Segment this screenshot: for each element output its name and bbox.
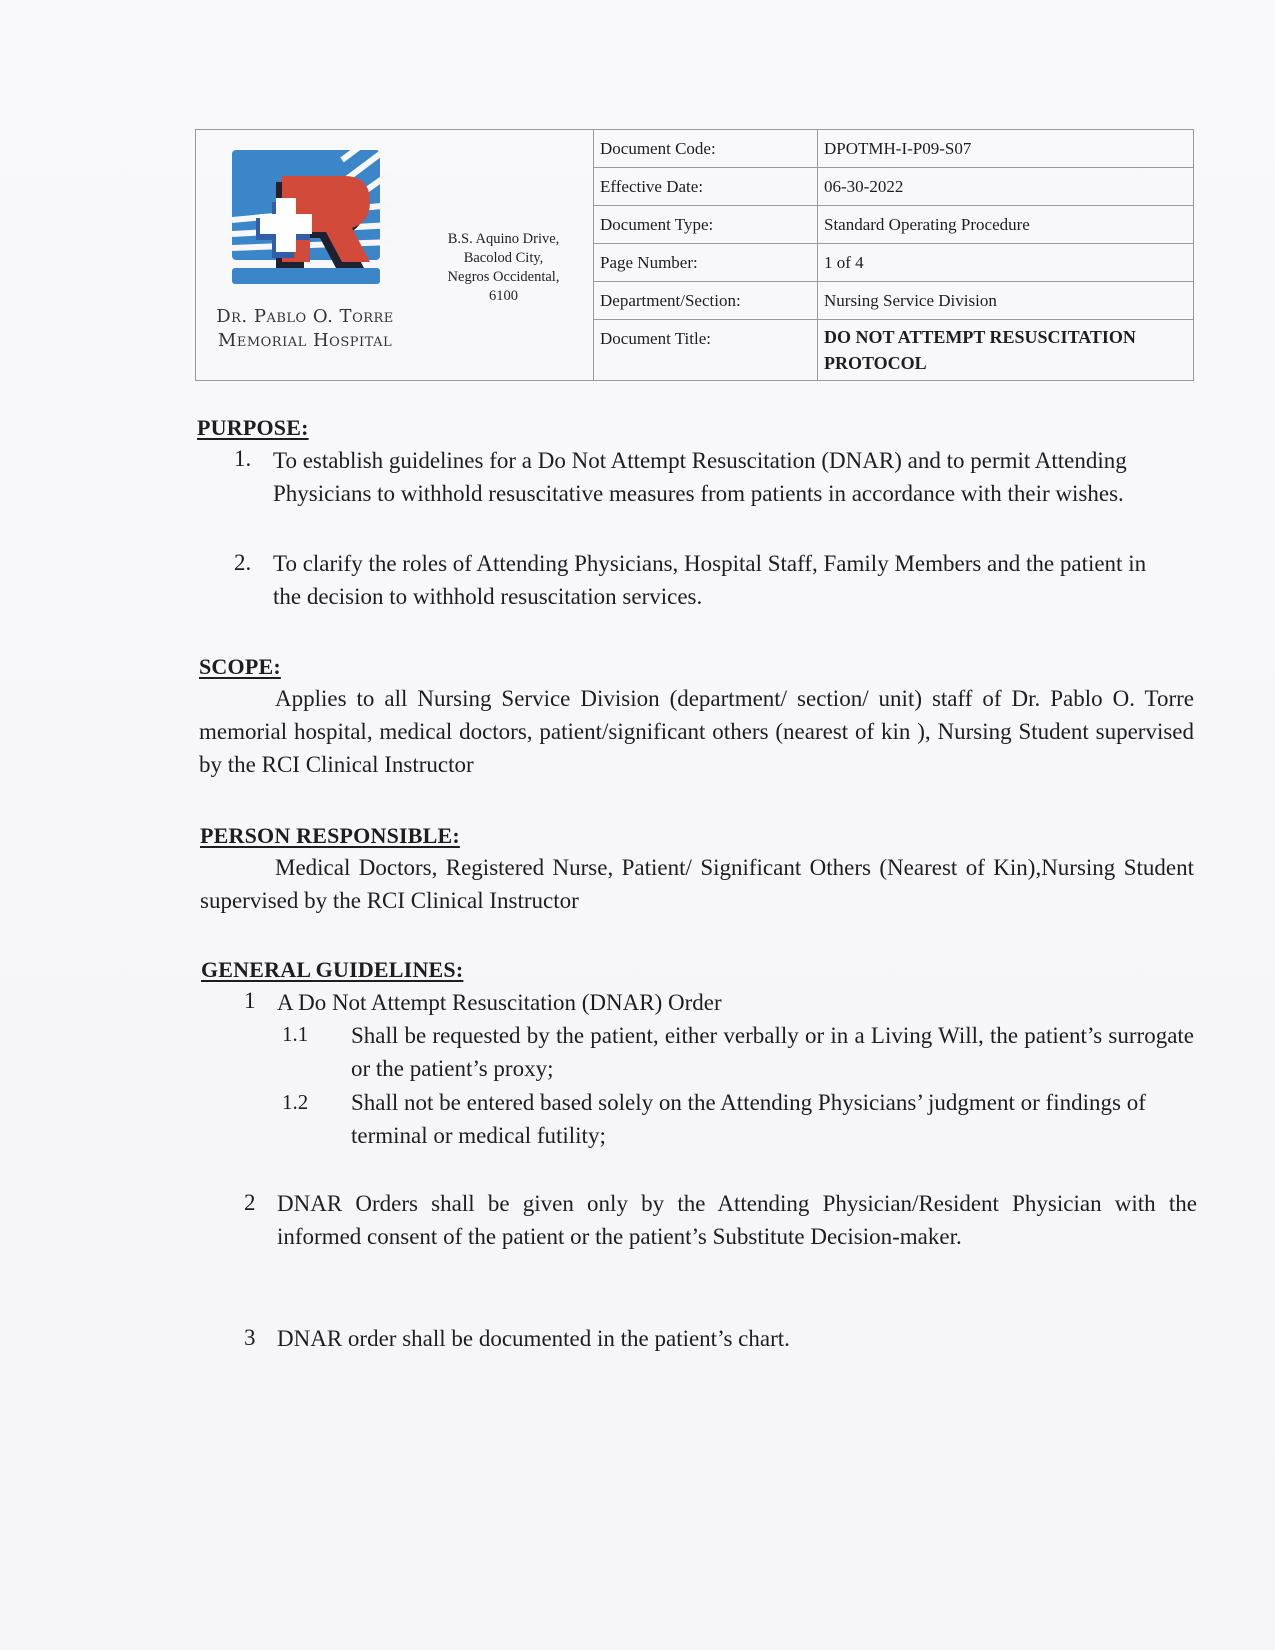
- meta-label: Page Number:: [594, 244, 818, 281]
- person-responsible-heading: PERSON RESPONSIBLE:: [200, 823, 460, 848]
- guideline-number: 1: [244, 988, 256, 1013]
- hospital-name-line2: Memorial Hospital: [217, 330, 393, 351]
- guideline-number: 3: [244, 1325, 256, 1350]
- document-type-value: Standard Operating Procedure: [824, 215, 1030, 234]
- scope-heading: SCOPE:: [199, 654, 281, 679]
- meta-label: Document Type:: [594, 206, 818, 243]
- general-guidelines-heading: GENERAL GUIDELINES:: [201, 957, 464, 982]
- purpose-item-text: To clarify the roles of Attending Physicians, Hospital Staff, Family Members and the patient in the decision to withhold resuscitation services.: [273, 551, 1147, 609]
- sub-guideline-text: Shall be requested by the patient, either verbally or in a Living Will, the patient’s surrogate or the patient’s proxy;: [351, 1023, 1194, 1081]
- guideline-number: 2: [244, 1190, 256, 1215]
- hospital-name: [210, 305, 400, 353]
- sub-guideline-number: 1.2: [282, 1090, 309, 1114]
- meta-label: Department/Section:: [594, 282, 818, 319]
- document-code-value: DPOTMH-I-P09-S07: [824, 139, 972, 158]
- page-number-value: 1 of 4: [824, 253, 864, 272]
- purpose-item-text: To establish guidelines for a Do Not Attempt Resuscitation (DNAR) and to permit Attending Physicians to withhold resuscitative measures from patients in accordance with their wishes.: [273, 448, 1127, 506]
- meta-row-document-code: [594, 130, 1193, 168]
- guideline-text: A Do Not Attempt Resuscitation (DNAR) Order: [277, 990, 722, 1015]
- meta-label: Effective Date:: [594, 168, 818, 205]
- guideline-text: DNAR order shall be documented in the patient’s chart.: [277, 1326, 790, 1351]
- purpose-item-number: 1.: [234, 446, 252, 471]
- document-header-table: [195, 129, 1194, 381]
- document-title-value: DO NOT ATTEMPT RESUSCITATION PROTOCOL: [824, 327, 1136, 373]
- sub-guideline-number: 1.1: [282, 1022, 309, 1046]
- address-line4: 6100: [489, 288, 518, 304]
- meta-label: Document Title:: [594, 320, 818, 380]
- hospital-address: [421, 230, 586, 306]
- purpose-heading: PURPOSE:: [197, 415, 309, 440]
- sub-guideline-text: Shall not be entered based solely on the Attending Physicians’ judgment or findings of terminal or medical futility;: [351, 1090, 1146, 1148]
- purpose-item-number: 2.: [234, 550, 252, 575]
- meta-row-document-title: [594, 320, 1193, 380]
- logo-base-bar: [232, 268, 380, 284]
- meta-row-department: [594, 282, 1193, 320]
- department-value: Nursing Service Division: [824, 291, 997, 310]
- document-meta-table: [594, 130, 1193, 380]
- effective-date-value: 06-30-2022: [824, 177, 904, 196]
- hospital-logo-icon: [232, 150, 392, 305]
- person-responsible-text: Medical Doctors, Registered Nurse, Patient/ Significant Others (Nearest of Kin),Nursing Student supervised by the RCI Clinical Instructor: [200, 855, 1194, 913]
- address-line3: Negros Occidental,: [447, 269, 560, 285]
- address-line1: B.S. Aquino Drive,: [447, 231, 560, 247]
- meta-label: Document Code:: [594, 130, 818, 167]
- hospital-identity-cell: [196, 130, 594, 380]
- scope-text: Applies to all Nursing Service Division (department/ section/ unit) staff of Dr. Pablo O. Torre memorial hospital, medical doctors, patient/significant others (nearest of kin ), Nursing Student supervised by the RCI Clinical Instructor: [199, 686, 1194, 777]
- address-line2: Bacolod City,: [463, 250, 544, 266]
- meta-row-page-number: [594, 244, 1193, 282]
- hospital-name-line1: Dr. Pablo O. Torre: [216, 306, 394, 327]
- guideline-text: DNAR Orders shall be given only by the Attending Physician/Resident Physician with the informed consent of the patient or the patient’s Substitute Decision-maker.: [277, 1191, 1197, 1249]
- meta-row-effective-date: [594, 168, 1193, 206]
- meta-row-document-type: [594, 206, 1193, 244]
